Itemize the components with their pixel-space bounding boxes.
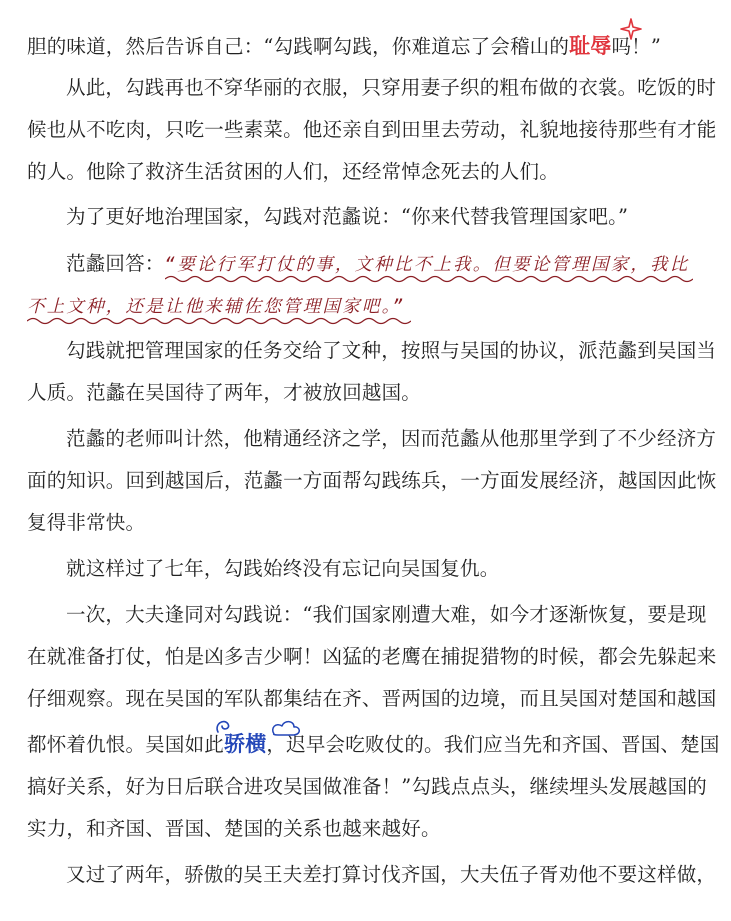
paragraph-line: 的人。他除了救济生活贫困的人们，还经常悼念死去的人们。 (27, 160, 559, 183)
paragraph-line: 实力，和齐国、晋国、楚国的关系也越来越好。 (27, 817, 441, 840)
paragraph-line: 面的知识。回到越国后，范蠡一方面帮勾践练兵，一方面发展经济，越国因此恢 (27, 469, 717, 492)
paragraph-line: 从此，勾践再也不穿华丽的衣服，只穿用妻子织的粗布做的衣裳。吃饭的时 (66, 76, 717, 99)
paragraph-line: 胆的味道，然后告诉自己：“勾践啊勾践，你难道忘了会稽山的耻辱 吗！” (27, 32, 661, 61)
sparkle-icon (620, 18, 642, 40)
paragraph-line: 就这样过了七年，勾践始终没有忘记向吴国复仇。 (66, 557, 500, 580)
highlighted-keyword-shame: 耻辱 (569, 34, 611, 58)
paragraph-line: 复得非常快。 (27, 511, 146, 534)
paragraph-line: 勾践就把管理国家的任务交给了文种，按照与吴国的协议，派范蠡到吴国当 (66, 339, 717, 362)
swirl-decoration-icon (210, 714, 308, 738)
paragraph-line: 人质。范蠡在吴国待了两年，才被放回越国。 (27, 381, 422, 404)
paragraph-line: 在就准备打仗，怕是凶多吉少啊！凶猛的老鹰在捕捉猎物的时候，都会先躲起来 (27, 645, 717, 668)
handwritten-quote-line: 不上文种，还是让他来辅佐您管理国家吧。” (27, 297, 406, 317)
handwritten-quote-line: “要论行军打仗的事，文种比不上我。但要论管理国家，我比 (164, 255, 690, 275)
paragraph-line: 候也从不吃肉，只吃一些素菜。他还亲自到田里去劳动，礼貌地接待那些有才能 (27, 118, 717, 141)
paragraph-line: 范蠡的老师叫计然，他精通经济之学，因而范蠡从他那里学到了不少经济方 (66, 427, 717, 450)
wavy-underline (165, 274, 693, 284)
paragraph-line: 都怀着仇恨。吴国如此 骄横，迟早会吃败仗的。我们应当先和齐国、晋国、楚国 (27, 730, 720, 759)
paragraph-line: 仔细观察。现在吴国的军队都集结在齐、晋两国的边境，而且吴国对楚国和越国 (27, 687, 717, 710)
paragraph-line: 一次，大夫逢同对勾践说：“我们国家刚遭大难，如今才逐渐恢复，要是现 (66, 603, 707, 626)
speaker-label: 范蠡回答： (66, 252, 165, 275)
paragraph-line: 为了更好地治理国家，勾践对范蠡说：“你来代替我管理国家吧。” (66, 205, 629, 228)
wavy-underline (27, 316, 411, 326)
highlighted-keyword-arrogant: 骄横 (224, 732, 266, 756)
paragraph-line: 搞好关系，好为日后联合进攻吴国做准备！”勾践点点头，继续埋头发展越国的 (27, 775, 707, 798)
paragraph-line: 又过了两年，骄傲的吴王夫差打算讨伐齐国，大夫伍子胥劝他不要这样做， (66, 863, 717, 886)
